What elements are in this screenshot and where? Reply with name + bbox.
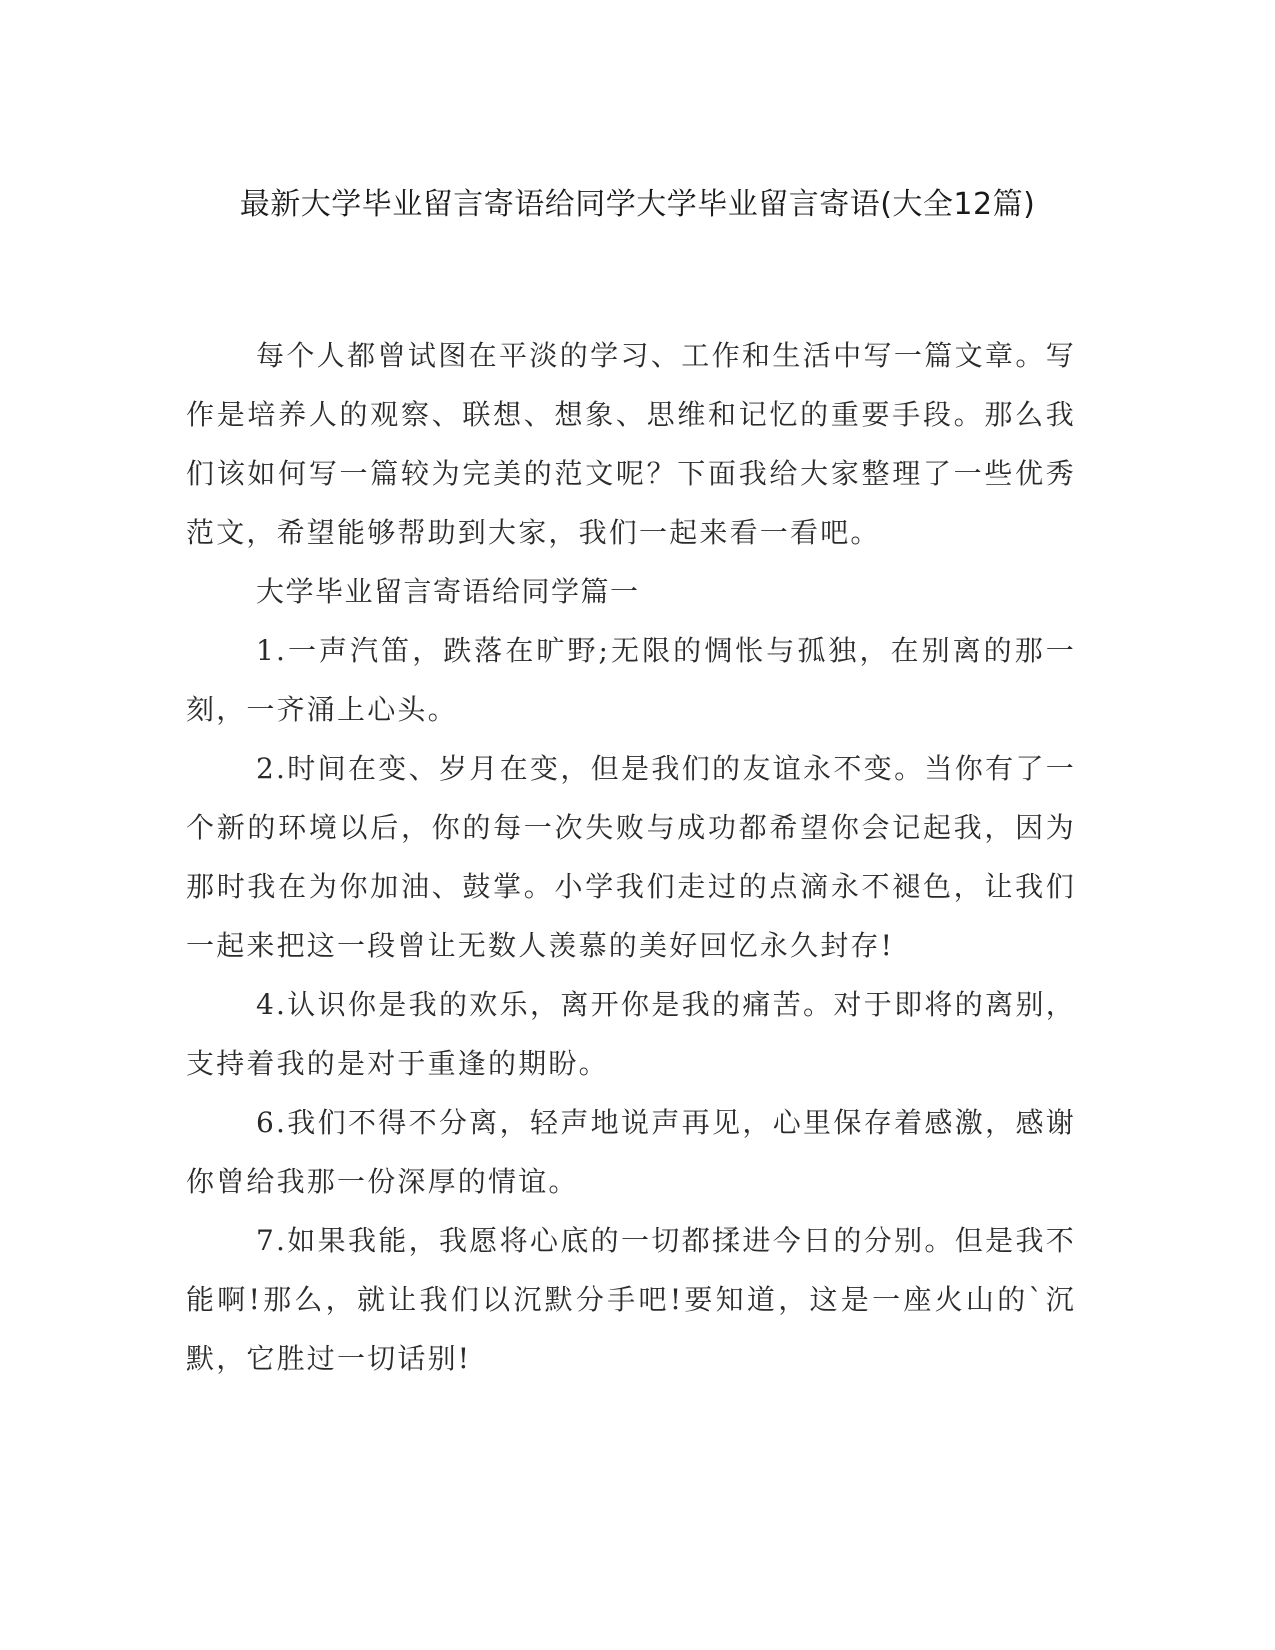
intro-paragraph: 每个人都曾试图在平淡的学习、工作和生活中写一篇文章。写作是培养人的观察、联想、想象、思维和记忆的重要手段。那么我们该如何写一篇较为完美的范文呢？下面我给大家整理了一些优秀范文，希望能够帮助到大家，我们一起来看一看吧。 [186, 339, 1076, 549]
document-body [186, 326, 1076, 1388]
list-item: 6.我们不得不分离，轻声地说声再见，心里保存着感激，感谢你曾给我那一份深厚的情谊。 [186, 1106, 1076, 1198]
list-item: 2.时间在变、岁月在变，但是我们的友谊永不变。当你有了一个新的环境以后，你的每一次失败与成功都希望你会记起我，因为那时我在为你加油、鼓掌。小学我们走过的点滴永不褪色，让我们一起来把这一段曾让无数人羡慕的美好回忆永久封存! [186, 752, 1076, 962]
document-title: 最新大学毕业留言寄语给同学大学毕业留言寄语(大全12篇) [239, 187, 1036, 222]
list-item: 7.如果我能，我愿将心底的一切都揉进今日的分别。但是我不能啊!那么，就让我们以沉默分手吧!要知道，这是一座火山的`沉默，它胜过一切话别! [186, 1224, 1076, 1375]
list-item: 4.认识你是我的欢乐，离开你是我的痛苦。对于即将的离别，支持着我的是对于重逢的期盼。 [186, 988, 1076, 1080]
list-item: 1.一声汽笛，跌落在旷野;无限的惆怅与孤独，在别离的那一刻，一齐涌上心头。 [186, 634, 1076, 726]
section-heading: 大学毕业留言寄语给同学篇一 [256, 575, 640, 608]
